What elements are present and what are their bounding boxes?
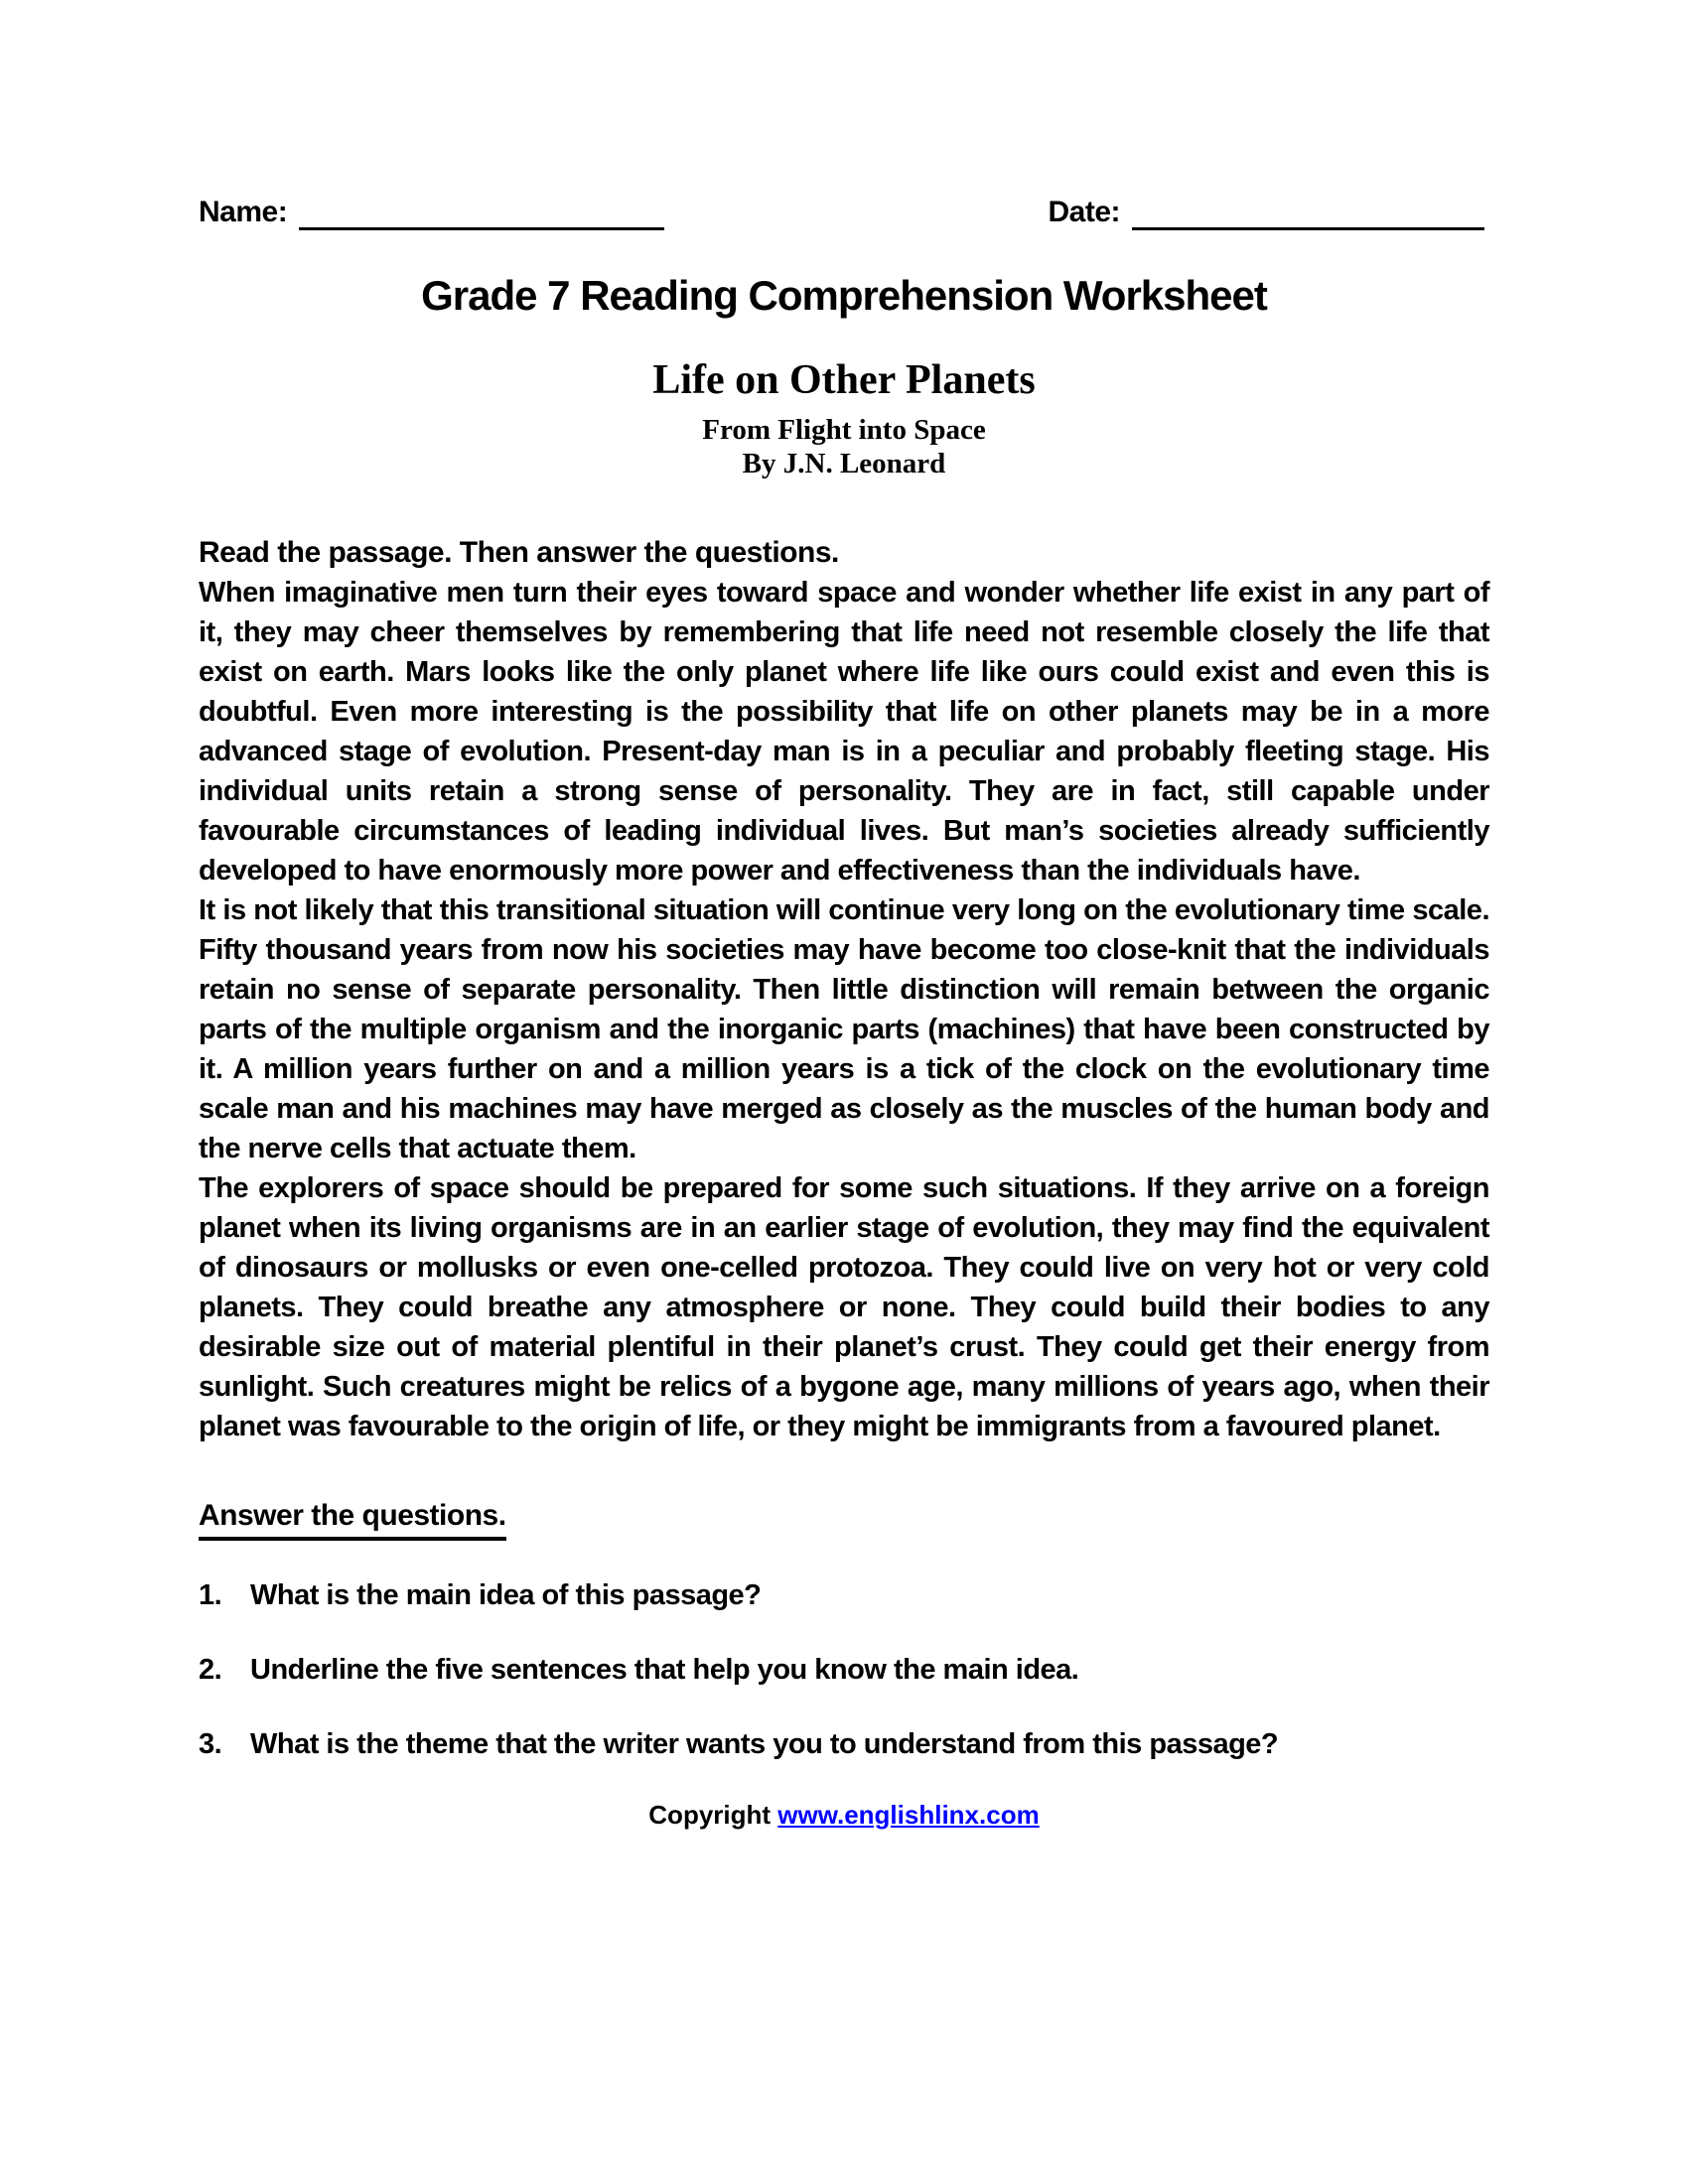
date-field	[1048, 195, 1484, 230]
copyright-link[interactable]: www.englishlinx.com	[777, 1800, 1040, 1830]
passage-paragraph-1: When imaginative men turn their eyes toward space and wonder whether life exist in any part of it, they may cheer themselves by remembering that life need not resemble closely the life that exist on earth. Mars looks like the only planet where life like ours could exist and even this is doubtful. Even more interesting is the possibility that life on other planets may be in a more advanced stage of evolution. Present-day man is in a peculiar and probably fleeting stage. His individual units retain a strong sense of personality. They are in fact, still capable under favourable circumstances of leading individual lives. But man’s societies already sufficiently developed to have enormously more power and effectiveness than the individuals have.	[199, 577, 1489, 887]
question-2-text: Underline the five sentences that help you know the main idea.	[250, 1654, 1079, 1686]
question-2	[199, 1650, 1489, 1690]
footer	[199, 1798, 1489, 1832]
name-label: Name:	[199, 196, 288, 228]
name-blank-line	[299, 195, 664, 230]
passage-paragraph-3: The explorers of space should be prepared for some such situations. If they arrive on a foreign planet when its living organisms are in an earlier stage of evolution, they may find the equivalent of dinosaurs or mollusks or even one-celled protozoa. They could live on very hot or very cold planets. They could breathe any atmosphere or none. They could build their bodies to any desirable size out of material plentiful in their planet’s crust. They could get their energy from sunlight. Such creatures might be relics of a bygone age, many millions of years ago, when their planet was favourable to the origin of life, or they might be immigrants from a favoured planet.	[199, 1172, 1489, 1442]
questions-heading-text: Answer the questions.	[199, 1496, 506, 1541]
name-field	[199, 195, 664, 230]
question-3-text: What is the theme that the writer wants you to understand from this passage?	[250, 1728, 1279, 1760]
question-3-number: 3.	[199, 1728, 222, 1760]
passage-paragraph-2: It is not likely that this transitional situation will continue very long on the evolutionary time scale. Fifty thousand years from now his societies may have become too close-knit that the individuals retain no sense of separate personality. Then little distinction will remain between the organic parts of the multiple organism and the inorganic parts (machines) that have been constructed by it. A million years further on and a million years is a tick of the clock on the evolutionary time scale man and his machines may have merged as closely as the muscles of the human body and the nerve cells that actuate them.	[199, 894, 1489, 1164]
passage-author: By J.N. Leonard	[742, 448, 946, 479]
main-content	[199, 533, 1489, 1832]
passage-source: From Flight into Space	[702, 414, 986, 446]
passage-text	[199, 573, 1489, 1446]
worksheet-title: Grade 7 Reading Comprehension Worksheet	[421, 272, 1267, 319]
questions-heading	[199, 1496, 1489, 1541]
question-1-number: 1.	[199, 1579, 222, 1611]
question-2-number: 2.	[199, 1654, 222, 1686]
question-3	[199, 1724, 1489, 1764]
question-1-text: What is the main idea of this passage?	[250, 1579, 762, 1611]
question-1	[199, 1575, 1489, 1615]
passage-instructions: Read the passage. Then answer the questions.	[199, 536, 839, 569]
date-blank-line	[1132, 195, 1484, 230]
copyright-label: Copyright	[648, 1800, 772, 1830]
passage-title: Life on Other Planets	[652, 357, 1036, 403]
passage-title-block	[199, 355, 1489, 480]
header-row	[199, 195, 1484, 230]
date-label: Date:	[1048, 196, 1120, 228]
